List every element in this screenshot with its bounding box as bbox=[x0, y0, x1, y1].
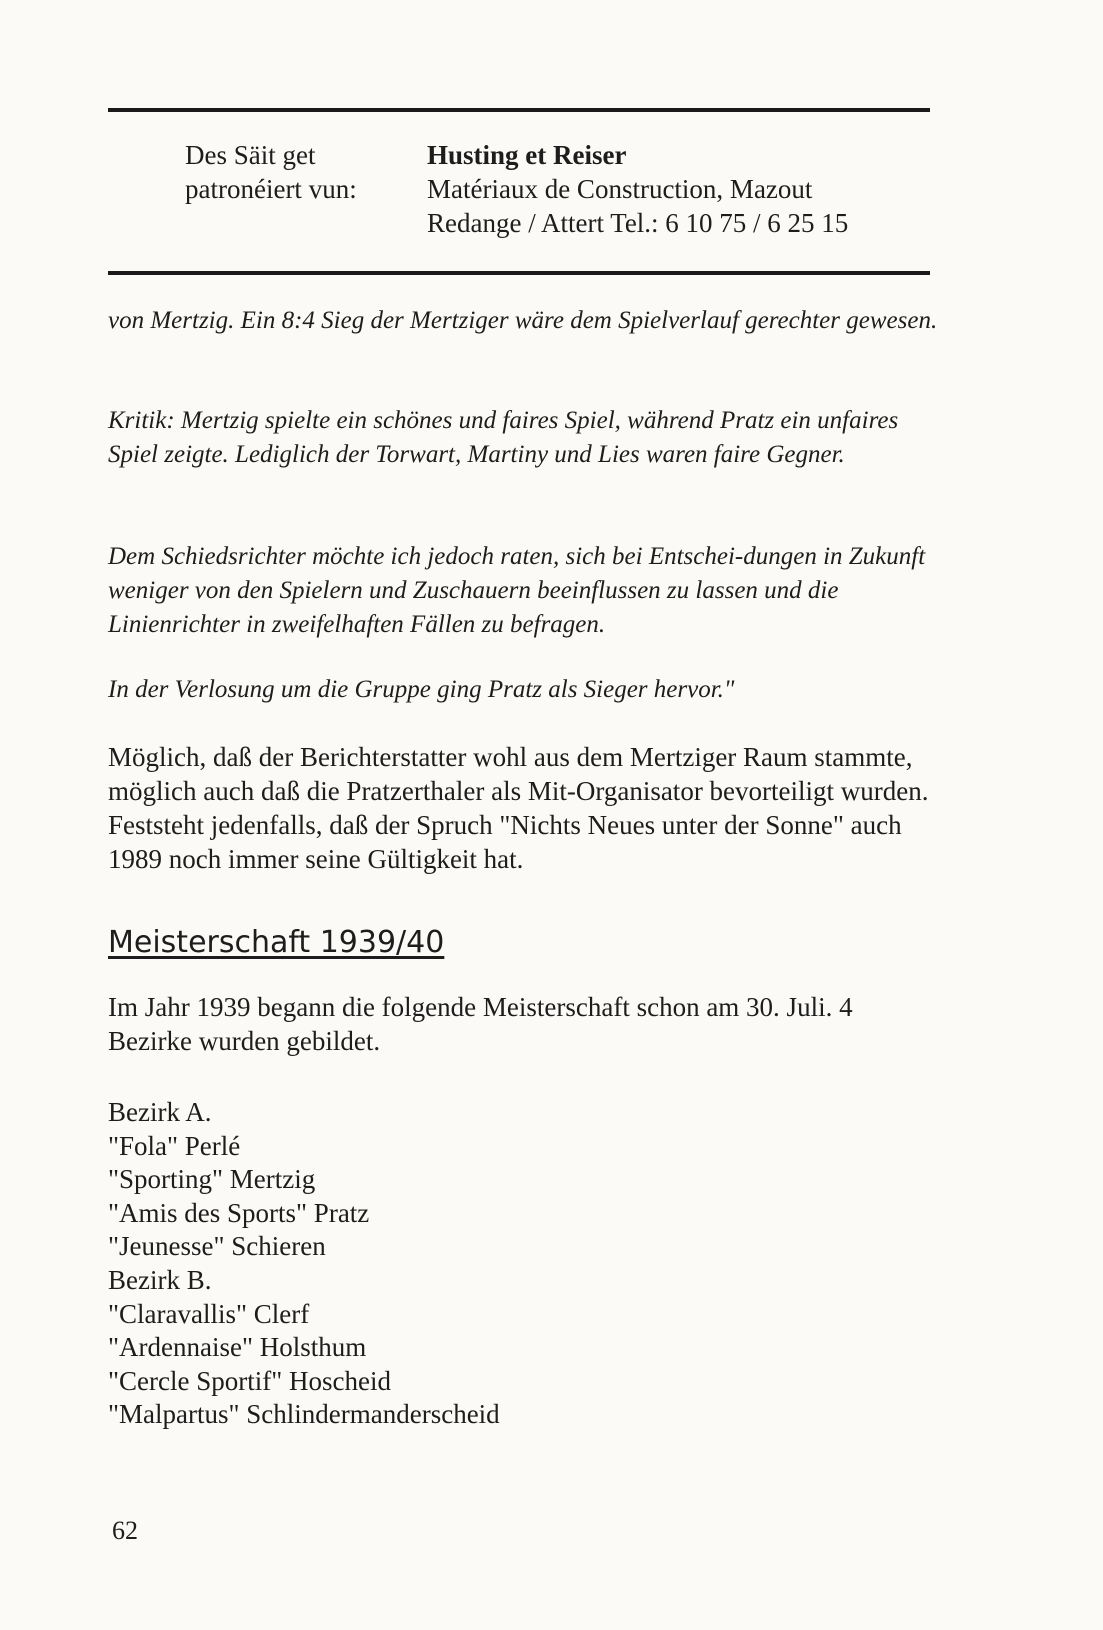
list-item: "Jeunesse" Schieren bbox=[108, 1231, 326, 1262]
bottom-rule bbox=[108, 271, 930, 275]
quote-paragraph-4: In der Verlosung um die Gruppe ging Pratz als Sieger hervor." bbox=[108, 676, 735, 703]
team-list bbox=[108, 1096, 500, 1432]
sponsor-label-line2: patronéiert vun: bbox=[185, 174, 357, 204]
list-item: Bezirk B. bbox=[108, 1264, 212, 1295]
body-paragraph-2: Im Jahr 1939 begann die folgende Meisterschaft schon am 30. Juli. 4 Bezirke wurden gebildet. bbox=[108, 992, 853, 1056]
list-item: "Malpartus" Schlindermanderscheid bbox=[108, 1399, 500, 1430]
quote-paragraph-3: Dem Schiedsrichter möchte ich jedoch raten, sich bei Entschei-dungen in Zukunft weniger von den Spielern und Zuschauern beeinflussen zu lassen und die Linienrichter in zweifelhaften Fällen zu befragen. bbox=[108, 543, 926, 638]
list-item: Bezirk A. bbox=[108, 1097, 212, 1127]
list-item: "Ardennaise" Holsthum bbox=[108, 1332, 367, 1363]
list-item: "Sporting" Mertzig bbox=[108, 1164, 316, 1195]
list-item: "Fola" Perlé bbox=[108, 1130, 241, 1161]
sponsor-address: Redange / Attert Tel.: 6 10 75 / 6 25 15 bbox=[427, 208, 849, 238]
section-heading: Meisterschaft 1939/40 bbox=[108, 925, 445, 960]
quote-paragraph-2: Kritik: Mertzig spielte ein schönes und faires Spiel, während Pratz ein unfaires Spiel zeigte. Lediglich der Torwart, Martiny und Lies waren faire Gegner. bbox=[108, 407, 899, 468]
sponsor-label-line1: Des Säit get bbox=[185, 140, 316, 170]
page-number: 62 bbox=[112, 1516, 138, 1545]
sponsor-business: Matériaux de Construction, Mazout bbox=[427, 174, 813, 204]
sponsor-company: Husting et Reiser bbox=[427, 140, 627, 170]
top-rule bbox=[108, 108, 930, 112]
body-paragraph-1: Möglich, daß der Berichterstatter wohl aus dem Mertziger Raum stammte, möglich auch daß die Pratzerthaler als Mit-Organisator bevorteiligt wurden. Feststeht jedenfalls, daß der Spruch "Nichts Neues unter der Sonne" auch 1989 noch immer seine Gültigkeit hat. bbox=[108, 742, 929, 874]
list-item: "Amis des Sports" Pratz bbox=[108, 1197, 370, 1228]
list-item: "Claravallis" Clerf bbox=[108, 1298, 310, 1329]
quote-paragraph-1: von Mertzig. Ein 8:4 Sieg der Mertziger wäre dem Spielverlauf gerechter gewesen. bbox=[108, 307, 938, 334]
list-item: "Cercle Sportif" Hoscheid bbox=[108, 1365, 391, 1396]
